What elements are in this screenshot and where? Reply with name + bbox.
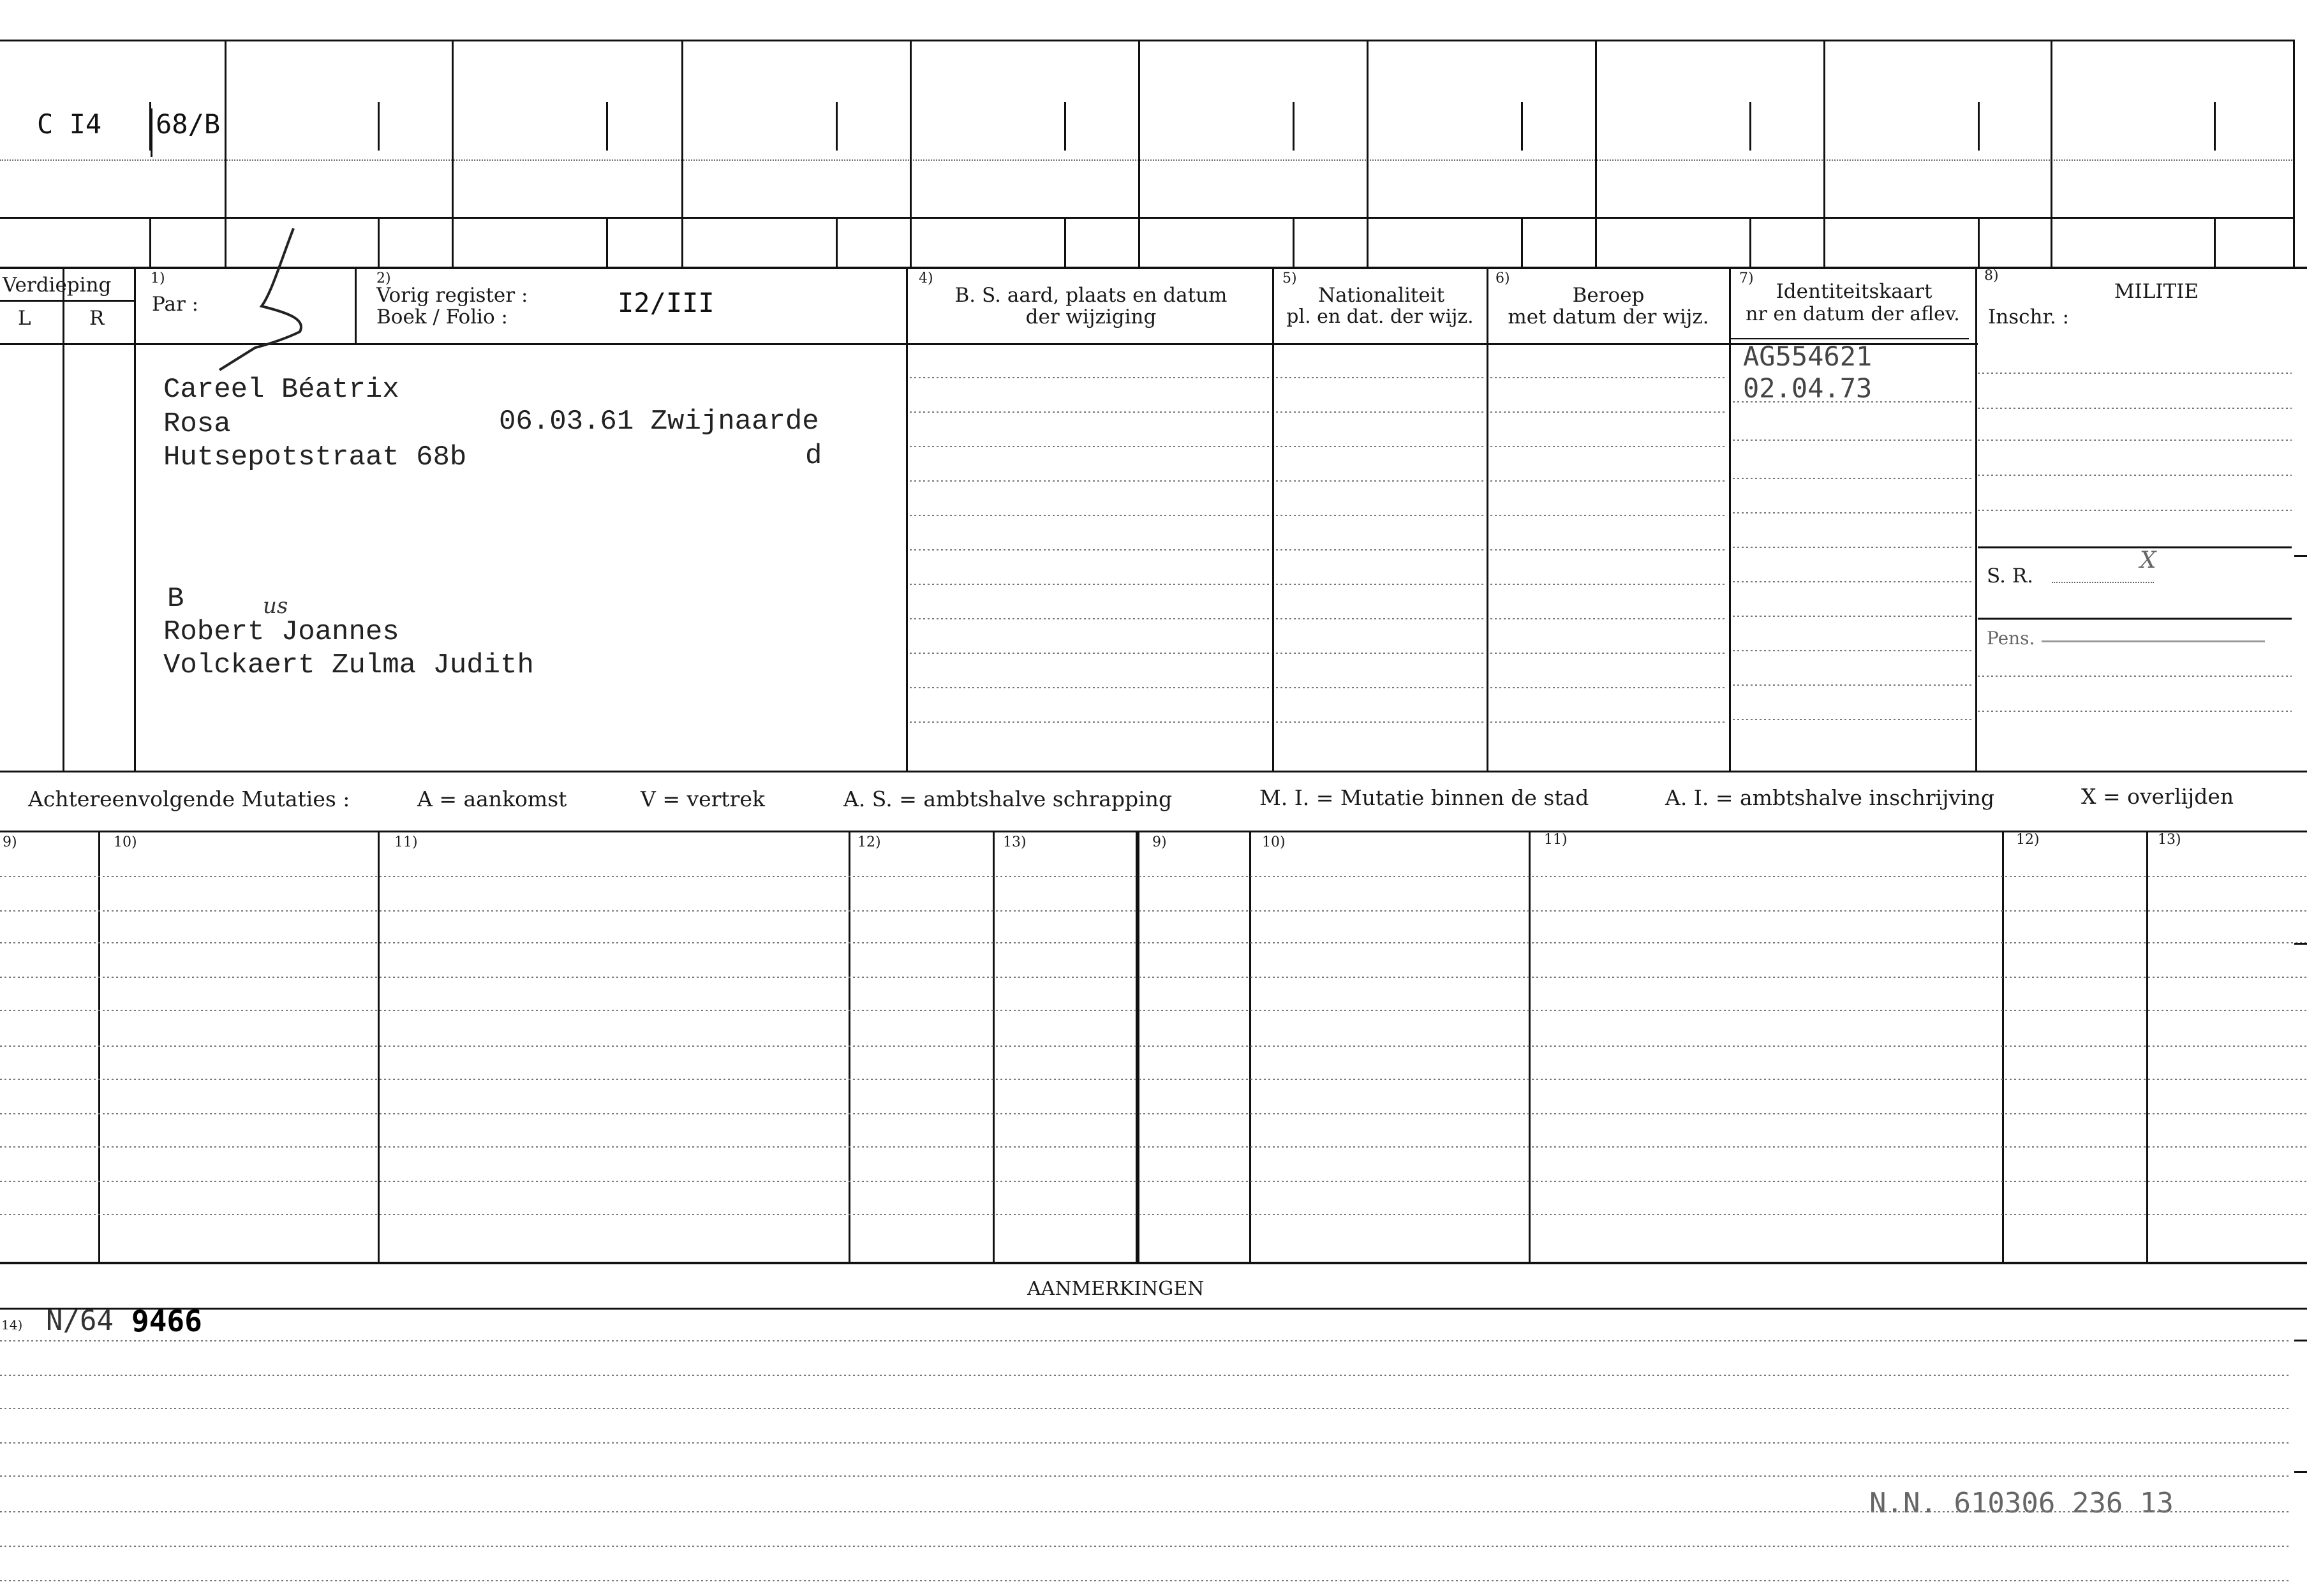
nn-number: N.N. 610306 236 13 — [1869, 1487, 2174, 1519]
mut-left-col13: 13) — [1003, 834, 1027, 850]
mother-name: Volckaert Zulma Judith — [163, 649, 534, 681]
mut-left-col9: 9) — [3, 834, 17, 850]
right-label: R — [89, 307, 105, 330]
mut-right-col12: 12) — [2016, 832, 2040, 848]
person-line-2: Rosa — [163, 408, 231, 440]
col7-label-1: Identiteitskaart — [1776, 280, 1932, 303]
col7-label-2: nr en datum der aflev. — [1746, 303, 1960, 325]
pens-label: Pens. — [1987, 628, 2035, 649]
mutatie-legend-x: X = overlijden — [2081, 784, 2234, 809]
mutatie-legend-v: V = vertrek — [641, 787, 765, 811]
aanmerkingen-title: AANMERKINGEN — [1027, 1278, 1205, 1300]
person-birth: 06.03.61 Zwijnaarde — [499, 406, 819, 438]
sr-mark: X — [2140, 547, 2156, 573]
vorig-register-label: Vorig register : — [376, 284, 528, 307]
left-label: L — [18, 307, 31, 330]
verdieping-label: Verdieping — [3, 274, 112, 297]
par-label: Par : — [152, 293, 199, 316]
col2-number: 2) — [376, 270, 391, 286]
col5-label-2: pl. en dat. der wijz. — [1286, 306, 1474, 328]
col6-label-2: met datum der wijz. — [1508, 306, 1709, 329]
id-card-date: 02.04.73 — [1743, 373, 1873, 404]
register-number: 68/B — [156, 108, 221, 140]
sr-label: S. R. — [1987, 565, 2034, 587]
boek-folio-label: Boek / Folio : — [376, 306, 508, 329]
mutatie-legend-ai: A. I. = ambtshalve inschrijving — [1665, 785, 1995, 810]
register-code: C I4 — [37, 108, 102, 140]
mutatie-legend-a: A = aankomst — [417, 787, 567, 811]
col1-number: 1) — [151, 270, 165, 286]
mut-left-col12: 12) — [857, 834, 881, 850]
mut-right-col11: 11) — [1544, 832, 1568, 848]
col6-number: 6) — [1495, 270, 1510, 286]
id-card-number: AG554621 — [1743, 341, 1873, 372]
mutaties-label: Achtereenvolgende Mutaties : — [28, 787, 350, 811]
col5-label-1: Nationaliteit — [1317, 284, 1445, 307]
person-line-1: Careel Béatrix — [163, 374, 399, 406]
mut-right-col13: 13) — [2158, 832, 2181, 848]
col4-label-1: B. S. aard, plaats en datum — [954, 284, 1228, 307]
aanmerkingen-note-prefix: N/64 — [46, 1304, 114, 1337]
aanmerkingen-note-overstrike: 9466 — [131, 1304, 202, 1338]
col4-number: 4) — [919, 270, 933, 286]
mut-right-col10: 10) — [1262, 834, 1286, 850]
person-address: Hutsepotstraat 68b — [163, 441, 467, 473]
col6-label-1: Beroep — [1572, 284, 1645, 307]
mut-left-col10: 10) — [114, 834, 137, 850]
father-annotation: us — [263, 593, 288, 619]
mut-right-col9: 9) — [1152, 834, 1167, 850]
mut-left-col11: 11) — [394, 834, 418, 850]
person-marker-d: d — [805, 440, 822, 472]
militie-label: MILITIE — [2114, 280, 2199, 303]
mutatie-legend-mi: M. I. = Mutatie binnen de stad — [1259, 785, 1589, 810]
vorig-register-value: I2/III — [618, 287, 715, 318]
inschr-label: Inschr. : — [1988, 306, 2070, 329]
col5-number: 5) — [1282, 270, 1297, 286]
father-name: Robert Joannes — [163, 616, 399, 648]
parent-mark: B — [167, 583, 184, 615]
col7-number: 7) — [1739, 270, 1754, 286]
col8-number: 8) — [1984, 268, 1999, 284]
aanmerkingen-number: 14) — [1, 1317, 23, 1333]
col4-label-2: der wijziging — [1025, 306, 1157, 329]
mutatie-legend-as: A. S. = ambtshalve schrapping — [843, 787, 1173, 811]
